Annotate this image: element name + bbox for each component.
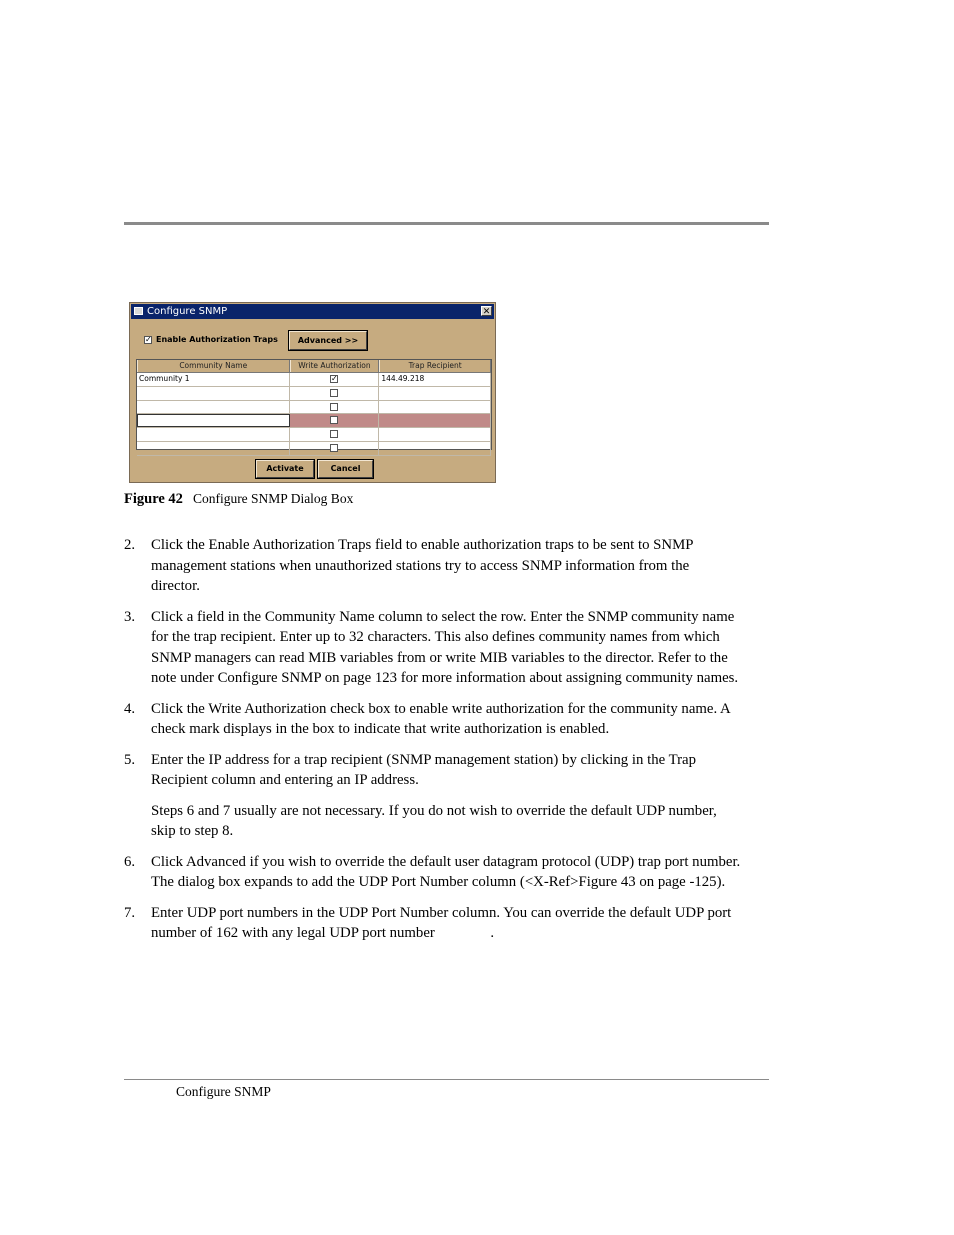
write-authorization-cell — [290, 401, 380, 414]
column-header-trap-recipient[interactable]: Trap Recipient — [379, 360, 491, 372]
community-table — [136, 359, 492, 450]
write-authorization-cell — [290, 428, 380, 441]
column-header-write-authorization[interactable]: Write Authorization — [290, 360, 380, 372]
figure-caption — [124, 491, 353, 508]
community-name-cell[interactable] — [137, 414, 290, 427]
write-authorization-checkbox[interactable] — [330, 389, 338, 397]
footer-rule — [124, 1079, 769, 1080]
step-2: 2. Click the Enable Authorization Traps field to enable authorization traps to be sent to SNMP management stations when unauthorized stations try to access SNMP information from the director. — [124, 537, 693, 594]
trap-recipient-cell[interactable] — [379, 442, 491, 455]
write-authorization-cell — [290, 373, 380, 386]
table-header — [137, 360, 491, 373]
trap-recipient-cell[interactable]: 144.49.218 — [379, 373, 491, 386]
step-6: 6. Click Advanced if you wish to override the default user datagram protocol (UDP) trap port number. The dialog box expands to add the UDP Port Number column (<X-Ref>Figure 43 on page -125). — [124, 853, 741, 890]
close-icon[interactable]: ✕ — [482, 307, 491, 317]
community-name-cell[interactable] — [137, 442, 290, 455]
configure-snmp-dialog — [129, 302, 496, 483]
write-authorization-checkbox[interactable] — [330, 416, 338, 424]
enable-traps-checkbox[interactable]: ✓ — [145, 334, 152, 344]
instruction-steps — [124, 535, 744, 954]
step-4: 4. Click the Write Authorization check box to enable write authorization for the community name. A check mark displays in the box to indicate that write authorization is enabled. — [124, 700, 730, 737]
community-name-cell[interactable] — [137, 387, 290, 400]
cancel-button[interactable]: Cancel — [318, 460, 373, 478]
community-name-cell[interactable] — [137, 401, 290, 414]
table-body — [137, 373, 491, 456]
trap-recipient-cell[interactable] — [379, 428, 491, 441]
table-row[interactable] — [137, 414, 491, 428]
write-authorization-cell — [290, 442, 380, 455]
trap-recipient-cell[interactable] — [379, 387, 491, 400]
step-3: 3. Click a field in the Community Name column to select the row. Enter the SNMP community name for the trap recipient. Enter up to 32 characters. This also defines community names from which SNMP managers can read MIB variables from or write MIB variables to the director. Refer to the note under Configure SNMP on page 123 for more information about assigning community names. — [124, 608, 739, 686]
write-authorization-checkbox[interactable] — [330, 444, 338, 452]
step-5: 5. Enter the IP address for a trap recipient (SNMP management station) by clicking in the Trap Recipient column and entering an IP address. — [124, 751, 697, 788]
write-authorization-checkbox[interactable] — [330, 430, 338, 438]
page-footer: Configure SNMP — [176, 1084, 271, 1099]
figure-title: Configure SNMP Dialog Box — [192, 491, 354, 506]
community-name-cell[interactable] — [137, 428, 290, 441]
figure-label: Figure 42 — [124, 491, 183, 507]
table-row[interactable] — [137, 373, 491, 387]
table-row[interactable] — [137, 442, 491, 456]
window-icon — [134, 307, 143, 315]
advanced-button[interactable]: Advanced >> — [289, 331, 367, 350]
write-authorization-checkbox[interactable]: ✓ — [330, 374, 338, 383]
header-rule — [124, 222, 769, 225]
table-row[interactable] — [137, 428, 491, 442]
step-note: Steps 6 and 7 usually are not necessary. If you do not wish to override the default UDP number, skip to step 8. — [151, 802, 717, 839]
dialog-title: Configure SNMP — [147, 306, 228, 317]
enable-traps-label: Enable Authorization Traps — [156, 335, 278, 344]
dialog-titlebar[interactable] — [131, 304, 494, 319]
step-7: 7. Enter UDP port numbers in the UDP Port Number column. You can override the default UDP port number of 162 with any legal UDP port number . — [124, 904, 735, 941]
activate-button[interactable]: Activate — [256, 460, 314, 478]
write-authorization-checkbox[interactable] — [330, 403, 338, 411]
table-row[interactable] — [137, 387, 491, 401]
table-row[interactable] — [137, 401, 491, 415]
trap-recipient-cell[interactable] — [379, 414, 491, 427]
community-name-cell[interactable]: Community 1 — [137, 373, 290, 386]
column-header-community-name[interactable]: Community Name — [137, 360, 290, 372]
trap-recipient-cell[interactable] — [379, 401, 491, 414]
enable-traps-row[interactable] — [144, 335, 278, 344]
write-authorization-cell — [290, 414, 380, 427]
write-authorization-cell — [290, 387, 380, 400]
